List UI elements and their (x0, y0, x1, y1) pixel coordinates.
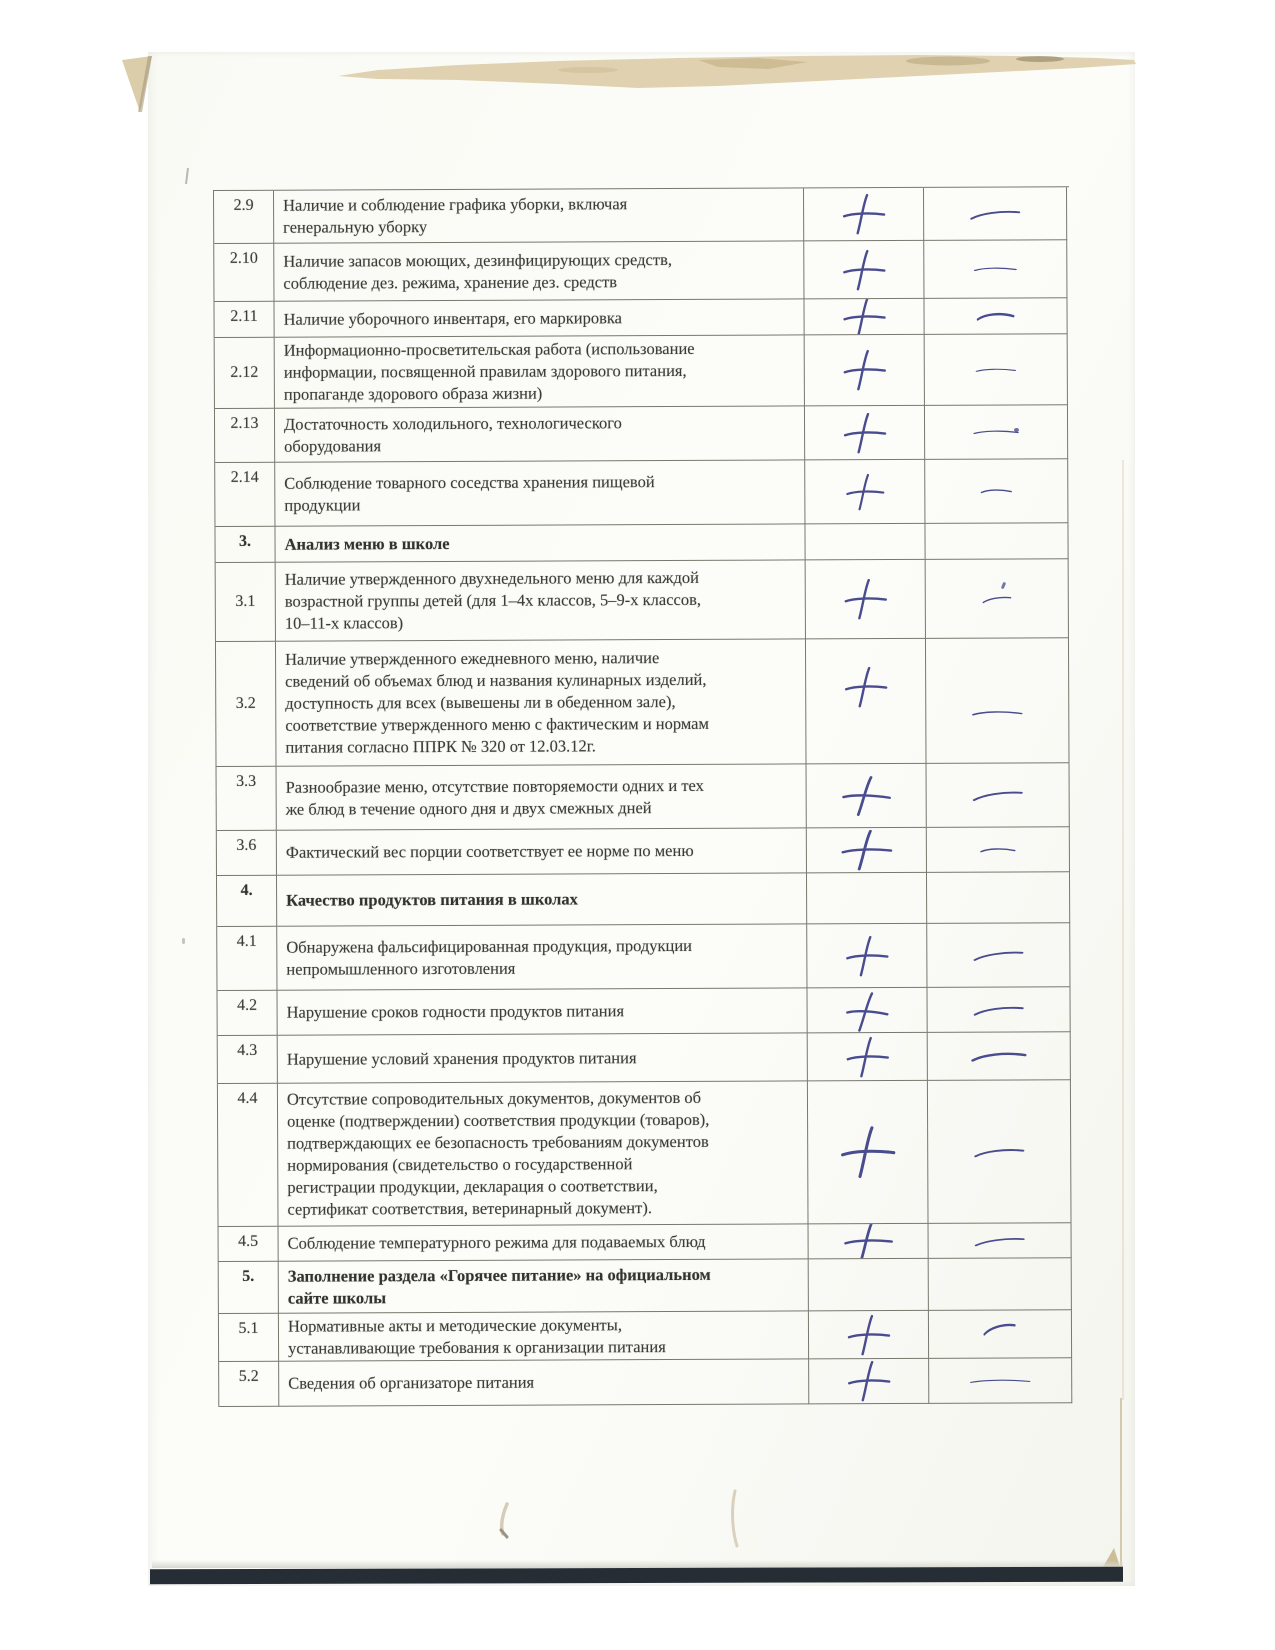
table-row (214, 187, 1069, 244)
row-description: Наличие уборочного инвентаря, его маркировка (283, 307, 623, 329)
row-description-cell (276, 639, 807, 766)
row-number: 2.14 (230, 468, 259, 486)
row-number: 5.2 (238, 1367, 259, 1385)
mark-absent-cell (929, 1358, 1072, 1404)
plus-mark-icon (841, 348, 887, 392)
row-description-cell (275, 460, 805, 526)
row-description: Достаточность холодильного, технологического оборудования (283, 412, 622, 456)
row-number: 2.9 (233, 196, 254, 214)
mark-absent-cell (925, 459, 1068, 524)
minus-mark-icon (981, 589, 1013, 608)
plus-mark-icon (841, 411, 887, 455)
row-number-cell (217, 876, 277, 927)
table-row (215, 405, 1070, 463)
mark-present-cell (807, 764, 927, 829)
minus-mark-icon (972, 946, 1025, 964)
row-number: 4.5 (238, 1232, 259, 1250)
row-description: Качество продуктов питания в школах (286, 889, 578, 910)
plus-mark-icon (841, 299, 887, 336)
minus-mark-icon (973, 428, 1020, 436)
mark-present-cell (805, 524, 925, 561)
table-row (219, 1358, 1074, 1407)
row-description: Обнаружена фальсифицированная продукция, продукции непромышленного изготовления (286, 935, 693, 979)
minus-mark-icon (973, 1143, 1026, 1160)
minus-mark-icon (973, 265, 1017, 273)
row-number: 4.1 (236, 932, 257, 950)
table-row (214, 298, 1069, 338)
minus-mark-icon (973, 1233, 1026, 1249)
plus-mark-icon (844, 934, 890, 978)
mark-absent-cell (924, 187, 1067, 241)
plus-mark-icon (844, 472, 886, 512)
mark-present-cell (805, 335, 925, 407)
mark-present-cell (809, 1259, 929, 1312)
row-number-cell (216, 563, 276, 642)
table-row (215, 523, 1070, 563)
row-number-cell (215, 409, 275, 463)
mark-absent-cell (924, 298, 1067, 335)
minus-mark-icon (975, 366, 1017, 373)
minus-mark-icon (980, 487, 1012, 495)
row-number-cell (214, 244, 274, 302)
minus-mark-icon (980, 845, 1016, 854)
inspection-table (213, 186, 1074, 1407)
row-number: 4.3 (237, 1041, 258, 1059)
mark-present-cell (809, 1224, 929, 1260)
mark-present-cell (808, 1033, 928, 1082)
row-number-cell (217, 767, 277, 831)
row-description: Сведения об организаторе питания (288, 1372, 535, 1393)
row-number-cell (214, 191, 274, 244)
row-description: Соблюдение температурного режима для подаваемых блюд (287, 1231, 706, 1253)
row-description-cell (278, 1033, 808, 1083)
row-number-cell (215, 338, 275, 409)
row-description: Информационно-просветительская работа (использование информации, посвященной правилам здорового питания, пропаганде здорового образа жизни) (283, 338, 695, 404)
mark-absent-cell (927, 763, 1070, 828)
mark-present-cell (807, 988, 927, 1034)
scan-artifact-top-paper-edge (338, 50, 1138, 96)
mark-present-cell (807, 873, 927, 925)
mark-absent-cell (928, 1080, 1072, 1224)
row-description-cell (277, 764, 807, 830)
row-number: 3.2 (235, 694, 256, 712)
mark-absent-cell (925, 523, 1068, 560)
row-number-cell (218, 1084, 279, 1227)
plus-mark-icon (842, 577, 888, 621)
mark-absent-cell (926, 559, 1069, 639)
row-description: Нарушение условий хранения продуктов питания (286, 1047, 637, 1069)
mark-absent-cell (924, 240, 1067, 299)
table-row (215, 459, 1070, 527)
row-number-cell (219, 1262, 279, 1314)
plus-mark-icon (839, 772, 894, 818)
scan-artifact-smudge (495, 1500, 517, 1542)
row-description: Отсутствие сопроводительных документов, документов об оценке (подтверждении) соответствия продукции (товаров), подтверждающих ее безопасность требованиям документов нормирования (свидетельство о государственной регистрации продукции, декларация о соответствии, сертификат соответствия, ветеринарный документ). (286, 1087, 710, 1219)
mark-absent-cell (927, 872, 1070, 924)
minus-mark-icon (972, 1001, 1025, 1019)
scan-artifact-page-edge (1120, 1398, 1122, 1570)
row-description-cell (279, 1259, 809, 1313)
table-row (214, 240, 1069, 302)
mark-present-cell (806, 639, 927, 765)
minus-mark-icon (969, 205, 1022, 223)
plus-mark-icon (838, 1124, 897, 1181)
row-number-cell (217, 991, 277, 1036)
row-number-cell (217, 831, 277, 876)
minus-mark-icon (976, 308, 1015, 325)
plus-mark-icon (842, 1224, 895, 1260)
table-row (217, 763, 1072, 831)
table-row (219, 1223, 1074, 1262)
row-description: Наличие утвержденного ежедневного меню, наличие сведений об объемах блюд и названия кулинарных изделий, доступность для всех (вывешены ли в обеденном зале), соответствие утвержденного меню с фактическим и нормам питания согласно ППРК № 320 от 12.03.12г. (285, 648, 709, 757)
row-description-cell (277, 924, 807, 990)
table-row (219, 1258, 1074, 1314)
minus-mark-icon (971, 786, 1024, 804)
table-row (216, 638, 1072, 767)
row-description-cell (278, 1081, 809, 1226)
table-row (217, 872, 1072, 927)
table-row (219, 1310, 1074, 1362)
row-number-cell (218, 1036, 278, 1084)
table-row (218, 1032, 1073, 1084)
mark-present-cell (807, 828, 927, 874)
row-number: 4.2 (237, 996, 258, 1014)
plus-mark-icon (845, 1313, 891, 1357)
mark-absent-cell (929, 1310, 1072, 1359)
row-number: 3.1 (235, 592, 256, 610)
row-description-cell (274, 241, 804, 301)
scan-artifact-corner-fold (118, 54, 162, 116)
row-description: Наличие и соблюдение графика уборки, включая генеральную уборку (283, 194, 628, 237)
row-description-cell (276, 560, 806, 641)
row-number: 5.1 (238, 1319, 259, 1337)
plus-mark-icon (844, 1035, 890, 1079)
table-row (217, 923, 1072, 991)
minus-mark-icon (971, 708, 1023, 717)
mark-absent-cell (925, 405, 1068, 460)
row-description: Нарушение сроков годности продуктов питания (286, 1001, 625, 1022)
plus-mark-icon (842, 988, 891, 1033)
mark-absent-cell (929, 1223, 1072, 1259)
row-description: Разнообразие меню, отсутствие повторяемости одних и тех же блюд в течение одного дня и двух смежных дней (285, 775, 704, 819)
table-row (217, 827, 1072, 876)
mark-absent-cell (928, 1032, 1071, 1081)
minus-mark-icon (969, 1377, 1031, 1384)
row-number-cell (219, 1314, 279, 1362)
mark-absent-cell (926, 638, 1070, 764)
row-number-cell (216, 642, 277, 767)
mark-present-cell (804, 299, 924, 336)
row-number-cell (214, 302, 274, 338)
mark-present-cell (807, 924, 927, 989)
row-description-cell (279, 1311, 809, 1361)
row-number-cell (217, 927, 277, 991)
mark-present-cell (804, 241, 924, 300)
row-number-cell (219, 1362, 279, 1407)
minus-mark-icon (970, 1046, 1028, 1065)
mark-absent-cell (927, 827, 1070, 873)
mark-present-cell (805, 460, 925, 525)
row-number: 4.4 (237, 1089, 258, 1107)
row-description: Наличие запасов моющих, дезинфицирующих средств, соблюдение дез. режима, хранение дез. средств (283, 249, 673, 293)
mark-present-cell (809, 1359, 929, 1405)
plus-mark-icon (839, 828, 894, 872)
scan-artifact-scanner-band (150, 1567, 1123, 1585)
row-number-cell (215, 527, 275, 563)
row-description-cell (279, 1359, 809, 1406)
row-description: Фактический вес порции соответствует ее норме по меню (285, 840, 694, 862)
mark-absent-cell (929, 1258, 1072, 1311)
mark-present-cell (809, 1311, 929, 1360)
table-row (218, 1080, 1074, 1227)
scan-artifact-margin-dot (182, 938, 185, 944)
row-number: 3. (238, 532, 252, 550)
ink-speck (1014, 428, 1019, 432)
mark-absent-cell (927, 923, 1070, 988)
row-number-cell (219, 1227, 279, 1262)
table-row (215, 334, 1070, 409)
plus-mark-icon (843, 665, 889, 709)
mark-absent-cell (925, 334, 1068, 406)
row-description-cell (275, 406, 805, 462)
scan-artifact-page-edge (1122, 460, 1124, 1400)
mark-present-cell (806, 560, 926, 640)
row-description: Нормативные акты и методические документы, устанавливающие требования к организации питания (287, 1314, 666, 1358)
plus-mark-icon (841, 192, 887, 236)
row-number: 3.6 (236, 836, 257, 854)
row-description-cell (279, 1224, 809, 1261)
row-number: 2.12 (230, 363, 259, 381)
row-number: 2.10 (229, 249, 258, 267)
minus-mark-icon (982, 1317, 1017, 1340)
row-description: Соблюдение товарного соседства хранения пищевой продукции (284, 471, 655, 515)
row-description: Наличие утвержденного двухнедельного меню для каждой возрастной группы детей (для 1–4х классов, 5–9-х классов, 10–11-х классов) (284, 567, 702, 633)
row-description-cell (274, 299, 804, 337)
row-description-cell (275, 335, 805, 408)
scan-artifact-smudge (725, 1488, 745, 1552)
mark-present-cell (804, 188, 924, 242)
row-number: 5. (242, 1267, 255, 1285)
row-description-cell (277, 988, 807, 1035)
mark-absent-cell (927, 987, 1070, 1033)
row-description-cell (277, 828, 807, 875)
row-number: 2.11 (230, 307, 258, 325)
row-number: 2.13 (230, 414, 259, 432)
row-description-cell (277, 873, 807, 926)
row-number: 4. (240, 881, 253, 899)
row-number-cell (215, 463, 275, 527)
mark-present-cell (805, 406, 925, 461)
row-description: Заполнение раздела «Горячее питание» на официальном сайте школы (287, 1264, 711, 1308)
row-description-cell (274, 188, 804, 243)
row-number: 3.3 (236, 772, 257, 790)
plus-mark-icon (846, 1359, 892, 1403)
table-row (216, 559, 1071, 642)
plus-mark-icon (841, 248, 887, 292)
table-row (217, 987, 1072, 1036)
row-description-cell (275, 524, 805, 562)
mark-present-cell (808, 1081, 929, 1225)
row-description: Анализ меню в школе (284, 533, 450, 554)
